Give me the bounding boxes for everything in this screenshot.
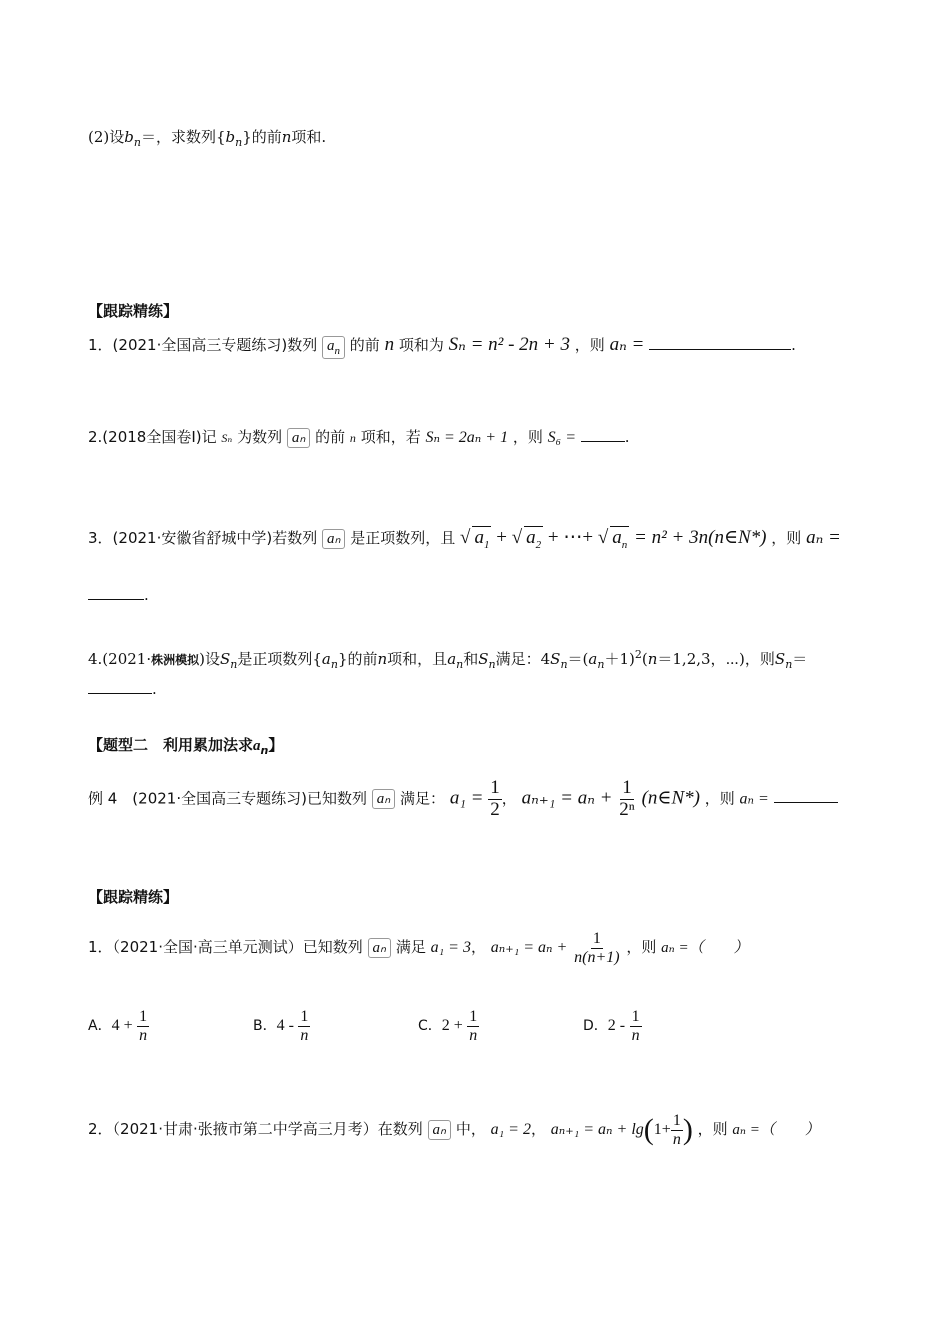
question-2 bbox=[88, 428, 630, 448]
text: 1．(2021·全国高三专题练习)数列 bbox=[88, 336, 318, 354]
text: ＋1) bbox=[604, 650, 635, 668]
formula: Sₙ = n² - 2n + 3 bbox=[448, 334, 571, 355]
tracking-question-2: 2．（2021·甘肃·张掖市第二中学高三月考）在数列 aₙ 中， a₁ = 2， aₙ₊₁ = aₙ + lg(1+ $\frac{1}{n}$ ) ，则 aₙ =（ ） bbox=[88, 1112, 820, 1148]
text: 1．（2021·全国·高三单元测试）已知数列 bbox=[88, 938, 363, 957]
text: 和 bbox=[463, 650, 479, 668]
text: 的前 bbox=[349, 336, 380, 354]
formula-s6: S₆ = bbox=[547, 429, 576, 446]
sub-n: n bbox=[133, 136, 141, 149]
text: ， bbox=[530, 1120, 546, 1139]
text: }的前 bbox=[337, 650, 378, 668]
answer-blank[interactable] bbox=[581, 440, 625, 442]
answer-blank[interactable] bbox=[774, 801, 838, 803]
formula-cond: (n∈N*) bbox=[641, 787, 700, 809]
text: 中， bbox=[455, 1120, 486, 1139]
text: ＝，求数列{ bbox=[140, 128, 226, 146]
question-1 bbox=[88, 334, 796, 359]
formula-rec: aₙ₊₁ = aₙ + bbox=[521, 787, 613, 809]
formula-rec: aₙ₊₁ = aₙ + lg bbox=[550, 1121, 644, 1139]
text: ＝ bbox=[792, 650, 808, 668]
text: 满足：4 bbox=[495, 650, 551, 668]
answer-blank[interactable] bbox=[88, 598, 144, 600]
text: 项和. bbox=[291, 128, 327, 146]
fraction-half: $\frac{1}{2}$ bbox=[490, 777, 500, 820]
text: ，则 bbox=[704, 789, 735, 808]
var-sn: Sₙ bbox=[221, 431, 233, 445]
seq-brace: aₙ bbox=[322, 529, 345, 549]
text: . bbox=[624, 428, 630, 446]
text: 3．(2021·安徽省舒城中学)若数列 bbox=[88, 529, 318, 547]
text: 为数列 bbox=[237, 428, 283, 446]
choice-b[interactable]: B．4 - $\frac{1}{n}$ bbox=[253, 1008, 309, 1044]
var-n: n bbox=[349, 431, 356, 445]
answer-blank[interactable] bbox=[88, 692, 152, 694]
var-n: n bbox=[281, 128, 292, 146]
fraction: $\frac{1}{n}$ bbox=[672, 1112, 681, 1148]
choice-d[interactable]: D．2 - $\frac{1}{n}$ bbox=[583, 1008, 640, 1044]
formula-an: aₙ = bbox=[739, 790, 769, 808]
formula-an: aₙ =（ ） bbox=[732, 1122, 820, 1139]
fraction: $\frac{1}{\text{2ⁿ}}$ bbox=[619, 777, 635, 820]
text: 满足 bbox=[395, 938, 426, 957]
text: . bbox=[144, 586, 149, 604]
text: 4.(2021· bbox=[88, 650, 152, 668]
text: ， bbox=[470, 938, 486, 957]
text: ，则 bbox=[626, 938, 657, 957]
formula: = n² + 3n(n∈N*) bbox=[634, 527, 767, 548]
formula-a1: a₁ = 2 bbox=[490, 1121, 531, 1139]
seq-brace: aₙ bbox=[287, 428, 310, 448]
question-4-answer bbox=[88, 680, 157, 698]
text: ，则 bbox=[697, 1120, 728, 1139]
question-3-answer bbox=[88, 586, 149, 604]
text: 的前 bbox=[315, 428, 346, 446]
text: ， bbox=[501, 789, 517, 808]
seq-brace: aₙ bbox=[428, 1120, 451, 1140]
text: 2.(2018全国卷Ⅰ)记 bbox=[88, 428, 217, 446]
var-n: n bbox=[384, 334, 395, 355]
text: }的前 bbox=[242, 128, 282, 146]
choice-c[interactable]: C．2 + $\frac{1}{n}$ bbox=[418, 1008, 478, 1044]
text: 例 4 (2021·全国高三专题练习)已知数列 bbox=[88, 789, 367, 808]
formula-inner: 1+ bbox=[653, 1121, 671, 1139]
tracking-question-1 bbox=[88, 930, 749, 966]
formula-a1: a₁ = 3 bbox=[430, 939, 471, 957]
seq-brace: aₙ bbox=[372, 789, 395, 809]
var-a: a bbox=[321, 650, 331, 668]
text: )设 bbox=[199, 650, 220, 668]
tag: 株洲模拟 bbox=[151, 653, 200, 667]
formula-an: aₙ = bbox=[806, 527, 841, 548]
sub-n: n bbox=[235, 136, 243, 149]
sqrt-sum: √ $a_1$ + √ $a_2$ + ⋯+ √ $a_n$ bbox=[460, 527, 628, 551]
text: ＝( bbox=[567, 650, 589, 668]
fraction: $\frac{1}{n(n+1)}$ bbox=[574, 930, 620, 966]
question-3 bbox=[88, 526, 841, 552]
text: ，则 bbox=[512, 428, 543, 446]
tracking-title-2: 【跟踪精练】 bbox=[88, 888, 179, 906]
text: 2．（2021·甘肃·张掖市第二中学高三月考）在数列 bbox=[88, 1120, 423, 1139]
type2-title: 【题型二 利用累加法求$a_n$】 bbox=[88, 736, 284, 757]
text: 项和，且 bbox=[387, 650, 448, 668]
example-4 bbox=[88, 778, 838, 821]
text: 是正项数列，且 bbox=[350, 529, 456, 547]
tracking-title-1: 【跟踪精练】 bbox=[88, 302, 179, 320]
question-4: 4.(2021·株洲模拟)设$S_n$是正项数列$\{a_n\}$的前n项和，且$a_n$和$S_n$满足：$4S_n=(a_n+1)^2(n=1,2,3$，⋯)，则$S_n=$ bbox=[88, 648, 808, 671]
seq-brace: $a_n$ bbox=[322, 336, 345, 359]
text: ，则 bbox=[771, 529, 802, 547]
var-b: b bbox=[225, 128, 236, 146]
text: ＝1,2,3，⋯)，则 bbox=[657, 650, 775, 668]
text: 项和，若 bbox=[360, 428, 421, 446]
part2-line bbox=[88, 128, 326, 149]
var-s: S bbox=[219, 650, 231, 668]
formula-a1: a₁ = bbox=[449, 787, 484, 809]
formula-rec: aₙ₊₁ = aₙ + bbox=[490, 939, 568, 957]
text: ，则 bbox=[574, 336, 605, 354]
formula: Sₙ = 2aₙ + 1 bbox=[425, 429, 509, 446]
var-n: n bbox=[377, 650, 388, 668]
text: . bbox=[152, 680, 157, 698]
seq-brace: aₙ bbox=[368, 938, 391, 958]
text: (2)设 bbox=[88, 128, 125, 146]
choice-a[interactable]: A．4 + $\frac{1}{n}$ bbox=[88, 1008, 148, 1044]
formula-an: aₙ =（ ） bbox=[661, 940, 749, 957]
answer-blank[interactable] bbox=[649, 348, 791, 350]
var-b: b bbox=[124, 128, 134, 146]
text: 是正项数列{ bbox=[237, 650, 322, 668]
formula-an: aₙ = bbox=[609, 334, 645, 355]
text: . bbox=[791, 336, 796, 354]
text: ( bbox=[641, 650, 648, 668]
text: 满足： bbox=[400, 789, 446, 808]
text: 项和为 bbox=[398, 336, 444, 354]
